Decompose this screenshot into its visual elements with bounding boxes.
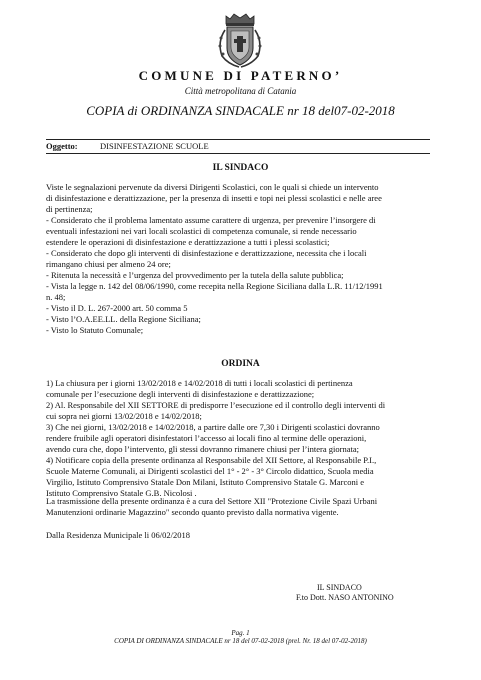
text-line: comunale per l’esecuzione degli interventi di disinfestazione e derattizzazione;	[46, 389, 315, 399]
text-line: - Vista la legge n. 142 del 08/06/1990, come recepita nella Regione Siciliana dalla L.R. 11/12/1991	[46, 281, 383, 291]
text-line: - Considerato che il problema lamentato assume carattere di urgenza, per prevenire l’insorgere di	[46, 215, 376, 225]
text-line: - Visto il D. L. 267-2000 art. 50 comma 5	[46, 303, 188, 313]
text-line: Scuole Materne Comunali, ai Dirigenti scolastici del 1° - 2° - 3° Circolo didattico, Scuola media	[46, 466, 374, 476]
text-line: 1) La chiusura per i giorni 13/02/2018 e 14/02/2018 di tutti i locali scolastici di pertinenza	[46, 378, 353, 388]
trasmissione-paragraph	[46, 496, 434, 518]
text-line: avendo cura che, dopo l’intervento, gli stessi dovranno rimanere chiusi per l’intera giornata;	[46, 444, 359, 454]
text-line: Viste le segnalazioni pervenute da diversi Dirigenti Scolastici, con le quali si chiede un intervento	[46, 182, 379, 192]
citta-subtitle: Città metropolitana di Catania	[184, 86, 297, 96]
text-line: eventuali infestazioni nei vari locali scolastici di competenza comunale, si rende necessario	[46, 226, 357, 236]
oggetto-label: Oggetto:	[46, 141, 78, 151]
text-line: di pertinenza;	[46, 204, 93, 214]
oggetto-box	[46, 139, 430, 154]
text-line: 2) Al. Responsabile del XII SETTORE di predisporre l’esecuzione ed il controllo degli interventi di	[46, 400, 386, 410]
text-line: La trasmissione della presente ordinanza è a cura del Settore XII "Protezione Civile Spazi Urbani	[46, 496, 378, 506]
ordinance-title: COPIA di ORDINANZA SINDACALE nr 18 del07-02-2018	[86, 103, 395, 118]
text-line: 3) Che nei giorni, 13/02/2018 e 14/02/2018, a partire dalle ore 7,30 i Dirigenti scolastici dovranno	[46, 422, 380, 432]
text-line: estendere le operazioni di disinfestazione e derattizzazione a tutti i plessi scolastici;	[46, 237, 330, 247]
oggetto-value: DISINFESTAZIONE SCUOLE	[100, 141, 209, 151]
text-line: Istituto Comprensivo Statale G.B. Nicolosi .	[46, 488, 197, 498]
premises-paragraph	[46, 182, 434, 336]
text-line: - Considerato che dopo gli interventi di disinfestazione e derattizzazione, necessita che i locali	[46, 248, 367, 258]
page-number: Pag. 1	[231, 629, 250, 637]
text-line: Manutenzioni ordinarie Magazzino" secondo quanto previsto dalla normativa vigente.	[46, 507, 339, 517]
ordina-heading: ORDINA	[221, 359, 260, 369]
text-line: n. 48;	[46, 292, 66, 302]
residenza-line	[46, 530, 434, 541]
signature-name: F.to Dott. NASO ANTONINO	[296, 593, 394, 602]
text-line: cui sopra nei giorni 13/02/2018 e 14/02/2018;	[46, 411, 202, 421]
coat-of-arms-logo	[212, 10, 268, 70]
text-line: rimangano chiusi per almeno 24 ore;	[46, 259, 171, 269]
text-line: rendere fruibile agli operatori disinfestatori l’accesso ai locali fino al termine delle operazioni,	[46, 433, 367, 443]
text-line: - Visto l’O.A.EE.LL. della Regione Siciliana;	[46, 314, 201, 324]
comune-title: COMUNE DI PATERNO’	[138, 68, 343, 83]
text-line: Dalla Residenza Municipale li 06/02/2018	[46, 530, 190, 540]
text-line: - Ritenuta la necessità e l’urgenza del provvedimento per la tutela della salute pubblica;	[46, 270, 344, 280]
il-sindaco-heading: IL SINDACO	[212, 163, 269, 173]
signature-title: IL SINDACO	[317, 583, 362, 592]
text-line: Virgilio, Istituto Comprensivo Statale Don Milani, Istituto Comprensivo Statale G. Marconi e	[46, 477, 365, 487]
text-line: di disinfestazione e derattizzazione, per la presenza di insetti e topi nei plessi scolastici e nelle aree	[46, 193, 382, 203]
text-line: - Visto lo Statuto Comunale;	[46, 325, 144, 335]
footer-reference: COPIA DI ORDINANZA SINDACALE nr 18 del 07-02-2018 (prel. Nr. 18 del 07-02-2018)	[114, 637, 367, 645]
text-line: 4) Notificare copia della presente ordinanza al Responsabile del XII Settore, al Responsabile P.I.,	[46, 455, 377, 465]
ordina-paragraph	[46, 378, 434, 499]
